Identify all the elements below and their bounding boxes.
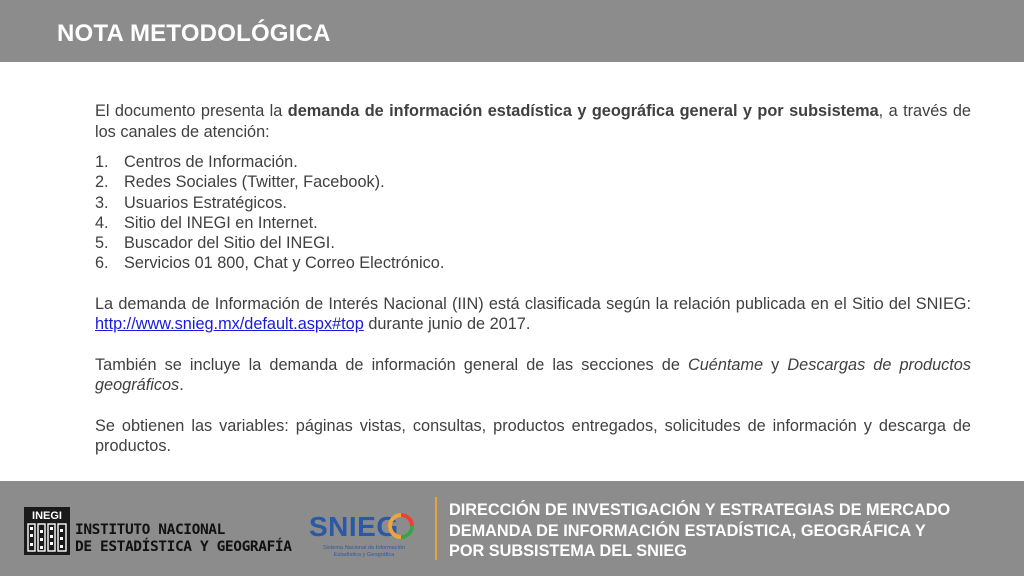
footer-line-2: DEMANDA DE INFORMACIÓN ESTADÍSTICA, GEOGRÁFICA Y [449,521,926,540]
inegi-line-2: DE ESTADÍSTICA Y GEOGRAFÍA [75,539,292,555]
inegi-logo-icon [24,507,70,555]
snieg-g-ring-icon [387,512,415,540]
snieg-link[interactable]: http://www.snieg.mx/default.aspx#top [95,315,364,334]
spacer [95,396,971,416]
also-text-end: . [179,376,184,395]
intro-paragraph [95,101,971,142]
list-label: Usuarios Estratégicos. [124,193,287,212]
list-number: 6. [95,254,109,273]
variables-paragraph: Se obtienen las variables: páginas vistas, consultas, productos entregados, solicitudes de información y descarga de productos. [95,416,971,456]
list-label: Redes Sociales (Twitter, Facebook). [124,173,385,192]
inegi-wordmark [75,522,292,556]
list-item [95,213,971,233]
list-label: Servicios 01 800, Chat y Correo Electrónico. [124,254,445,273]
intro-emphasis: demanda de información estadística y geográfica general y por subsistema [287,102,879,120]
list-number: 2. [95,173,109,192]
also-text-start: También se incluye la demanda de información general de las secciones de [95,355,688,374]
snieg-wordmark: SNIEG [309,511,399,542]
list-label: Centros de Información. [124,153,298,171]
also-text-middle: y [763,355,788,374]
footer-bar [0,481,1024,576]
snieg-logo [306,511,416,563]
iin-paragraph [95,294,971,335]
list-number: 1. [95,153,109,171]
snieg-subtitle [312,545,416,559]
list-label: Sitio del INEGI en Internet. [124,213,318,232]
footer-line-1: DIRECCIÓN DE INVESTIGACIÓN Y ESTRATEGIAS DE MERCADO [449,501,951,519]
header-bar [0,0,1024,62]
cuentame-section: Cuéntame [687,355,764,374]
footer-divider [435,497,437,560]
list-number: 5. [95,234,109,253]
footer-line-3: POR SUBSISTEMA DEL SNIEG [449,542,687,560]
inegi-line-1: INSTITUTO NACIONAL [75,522,225,538]
list-label: Buscador del Sitio del INEGI. [124,234,335,253]
list-item [95,152,971,172]
list-item [95,193,971,213]
spacer [95,335,971,355]
channels-list [95,152,971,274]
also-paragraph [95,355,971,396]
list-number: 3. [95,193,109,212]
spacer [95,274,971,294]
intro-text-end: , a través de los canales de atención: [95,102,971,141]
intro-text-start: El documento presenta la [95,102,288,120]
iin-text-start: La demanda de Información de Interés Nacional (IIN) está clasificada según la relación publicada en el Sitio del SNIEG: [95,294,971,313]
page-title: NOTA METODOLÓGICA [57,20,331,47]
list-item [95,233,971,253]
list-item [95,253,971,273]
iin-text-end: durante junio de 2017. [363,315,531,334]
snieg-subtitle-line-1: Sistema Nacional de Información [322,545,406,551]
inegi-logo-letters: INEGI [32,510,62,522]
list-item [95,172,971,192]
document-body [95,101,971,457]
footer-caption [449,500,1009,562]
list-number: 4. [95,213,109,232]
descargas-section: Descargas de productos geográficos [95,355,971,395]
snieg-subtitle-line-2: Estadística y Geográfica [333,552,395,558]
